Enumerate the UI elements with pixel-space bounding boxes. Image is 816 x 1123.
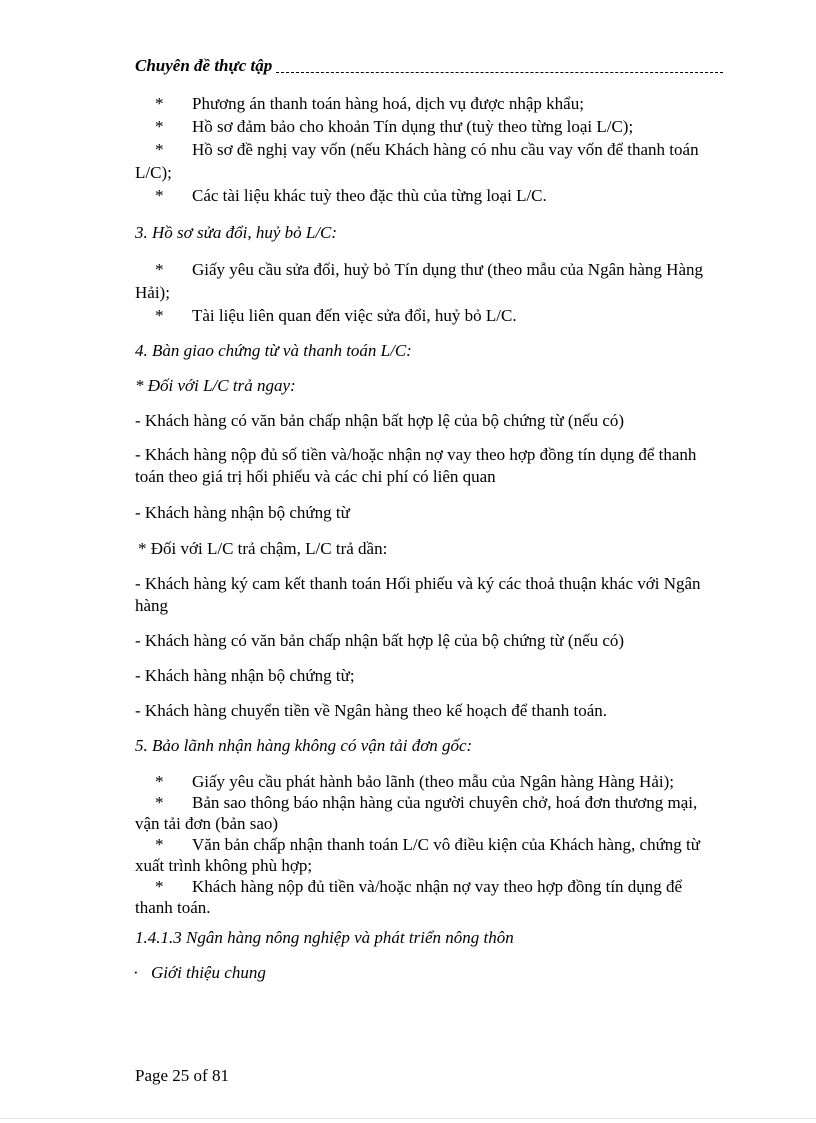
list-item: * Văn bản chấp nhận thanh toán L/C vô điều kiện của Khách hàng, chứng từ xuất trình không phù hợp; xyxy=(135,835,700,875)
header-leader-line xyxy=(276,72,723,73)
list-item: * Giấy yêu cầu sửa đổi, huỷ bỏ Tín dụng thư (theo mẫu của Ngân hàng Hàng Hải); xyxy=(135,260,703,302)
page-bottom-divider xyxy=(0,1118,816,1119)
list-item: - Khách hàng nhận bộ chứng từ; xyxy=(135,666,355,685)
list-item: · Giới thiệu chung xyxy=(133,963,266,982)
asterisk-bullet: * xyxy=(155,877,164,896)
header-title: Chuyên đề thực tập xyxy=(135,56,273,75)
list-item: * Bản sao thông báo nhận hàng của người chuyên chở, hoá đơn thương mại, vận tải đơn (bản sao) xyxy=(135,793,698,833)
bullet-dot-icon: · xyxy=(133,963,139,982)
asterisk-bullet: * xyxy=(155,117,164,136)
section-heading: 5. Bảo lãnh nhận hàng không có vận tải đơn gốc: xyxy=(135,736,473,755)
asterisk-bullet: * xyxy=(155,260,164,279)
section-heading: 1.4.1.3 Ngân hàng nông nghiệp và phát triển nông thôn xyxy=(135,928,514,947)
list-item: * Giấy yêu cầu phát hành bảo lãnh (theo mẫu của Ngân hàng Hàng Hải); xyxy=(155,772,674,791)
asterisk-bullet: * xyxy=(155,140,164,159)
list-item: - Khách hàng chuyển tiền về Ngân hàng theo kế hoạch để thanh toán. xyxy=(135,701,608,720)
page-header xyxy=(135,54,723,76)
list-item: * Các tài liệu khác tuỳ theo đặc thù của từng loại L/C. xyxy=(155,186,547,205)
asterisk-bullet: * xyxy=(155,306,164,325)
list-item: - Khách hàng ký cam kết thanh toán Hối phiếu và ký các thoả thuận khác với Ngân hàng xyxy=(135,574,701,615)
section-heading: 4. Bàn giao chứng từ và thanh toán L/C: xyxy=(135,341,412,360)
list-item: * Hồ sơ đề nghị vay vốn (nếu Khách hàng có nhu cầu vay vốn để thanh toán L/C); xyxy=(135,140,699,182)
list-item: * Tài liệu liên quan đến việc sửa đổi, huỷ bỏ L/C. xyxy=(155,306,517,325)
asterisk-bullet: * xyxy=(155,186,164,205)
subsection-heading: * Đối với L/C trả chậm, L/C trả dần: xyxy=(138,539,388,558)
document-body xyxy=(135,92,705,984)
asterisk-bullet: * xyxy=(155,772,164,791)
asterisk-bullet: * xyxy=(155,793,164,812)
list-item: - Khách hàng có văn bản chấp nhận bất hợp lệ của bộ chứng từ (nếu có) xyxy=(135,411,625,430)
page-number: Page 25 of 81 xyxy=(135,1066,229,1085)
list-item: - Khách hàng nhận bộ chứng từ xyxy=(135,503,350,522)
section-heading: 3. Hồ sơ sửa đổi, huỷ bỏ L/C: xyxy=(135,223,338,242)
list-item: - Khách hàng nộp đủ số tiền và/hoặc nhận nợ vay theo hợp đồng tín dụng để thanh toán theo giá trị hối phiếu và các chi phí có liên quan xyxy=(135,445,697,486)
list-item: * Khách hàng nộp đủ tiền và/hoặc nhận nợ vay theo hợp đồng tín dụng để thanh toán. xyxy=(135,877,683,917)
list-item: - Khách hàng có văn bản chấp nhận bất hợp lệ của bộ chứng từ (nếu có) xyxy=(135,631,625,650)
subsection-heading: * Đối với L/C trả ngay: xyxy=(135,376,296,395)
asterisk-bullet: * xyxy=(155,94,164,113)
list-item: * Phương án thanh toán hàng hoá, dịch vụ được nhập khẩu; xyxy=(155,94,584,113)
asterisk-bullet: * xyxy=(155,835,164,854)
list-item: * Hồ sơ đảm bảo cho khoản Tín dụng thư (tuỳ theo từng loại L/C); xyxy=(155,117,634,136)
